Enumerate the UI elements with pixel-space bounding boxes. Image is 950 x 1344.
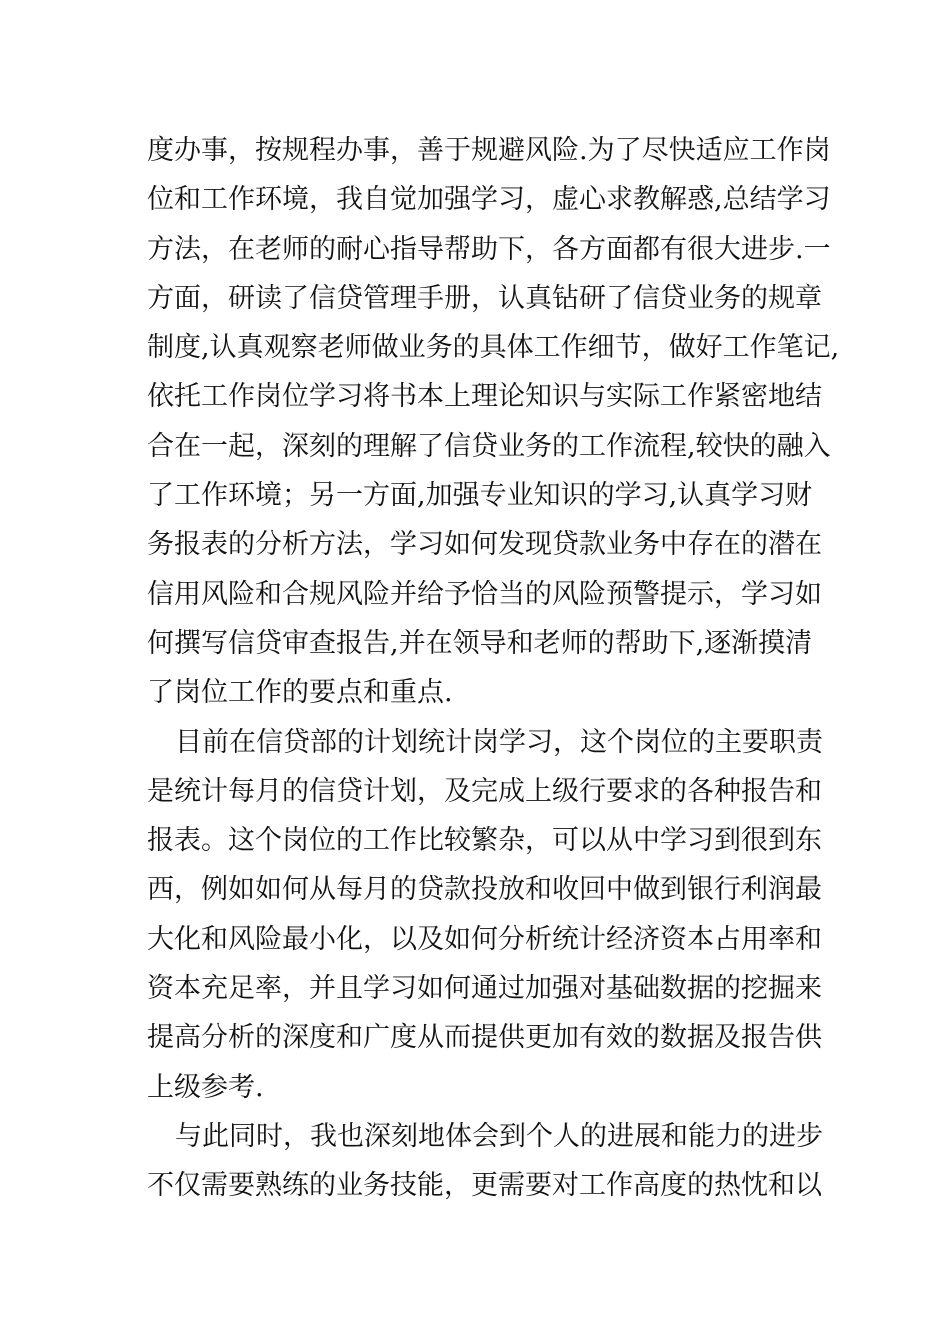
text-line: 度办事，按规程办事，善于规避风险.为了尽快适应工作岗 xyxy=(147,135,831,166)
text-line: 务报表的分析方法，学习如何发现贷款业务中存在的潜在 xyxy=(147,529,822,561)
text-line: 资本充足率，并且学习如何通过加强对基础数据的挖掘来 xyxy=(147,973,822,1005)
text-line: 不仅需要熟练的业务技能，更需要对工作高度的热忱和以 xyxy=(147,1170,822,1202)
paragraph-first-line: 目前在信贷部的计划统计岗学习，这个岗位的主要职责 xyxy=(175,726,823,758)
text-line: 了岗位工作的要点和重点. xyxy=(147,677,453,709)
text-line: 依托工作岗位学习将书本上理论知识与实际工作紧密地结 xyxy=(147,381,822,413)
text-line: 制度,认真观察老师做业务的具体工作细节，做好工作笔记, xyxy=(147,332,840,364)
text-line: 报表。这个岗位的工作比较繁杂，可以从中学习到很到东 xyxy=(147,825,822,857)
text-line: 方法，在老师的耐心指导帮助下，各方面都有很大进步.一 xyxy=(147,233,831,265)
text-line: 方面，研读了信贷管理手册，认真钻研了信贷业务的规章 xyxy=(147,282,822,314)
text-line: 信用风险和合规风险并给予恰当的风险预警提示，学习如 xyxy=(147,578,822,610)
text-line: 是统计每月的信贷计划，及完成上级行要求的各种报告和 xyxy=(147,775,822,807)
text-line: 何撰写信贷审查报告,并在领导和老师的帮助下,逐渐摸清 xyxy=(147,627,813,659)
paragraph-first-line: 与此同时，我也深刻地体会到个人的进展和能力的进步 xyxy=(175,1120,823,1152)
text-line: 提高分析的深度和广度从而提供更加有效的数据及报告供 xyxy=(147,1022,822,1054)
text-line: 位和工作环境，我自觉加强学习，虚心求教解惑,总结学习 xyxy=(147,184,831,216)
document-body xyxy=(147,126,840,1211)
text-line: 合在一起，深刻的理解了信贷业务的工作流程,较快的融入 xyxy=(147,430,831,462)
text-line: 了工作环境；另一方面,加强专业知识的学习,认真学习财 xyxy=(147,480,813,512)
text-line: 西，例如如何从每月的贷款投放和收回中做到银行利润最 xyxy=(147,874,822,906)
text-line: 大化和风险最小化，以及如何分析统计经济资本占用率和 xyxy=(147,923,822,955)
text-line: 上级参考. xyxy=(147,1071,264,1103)
